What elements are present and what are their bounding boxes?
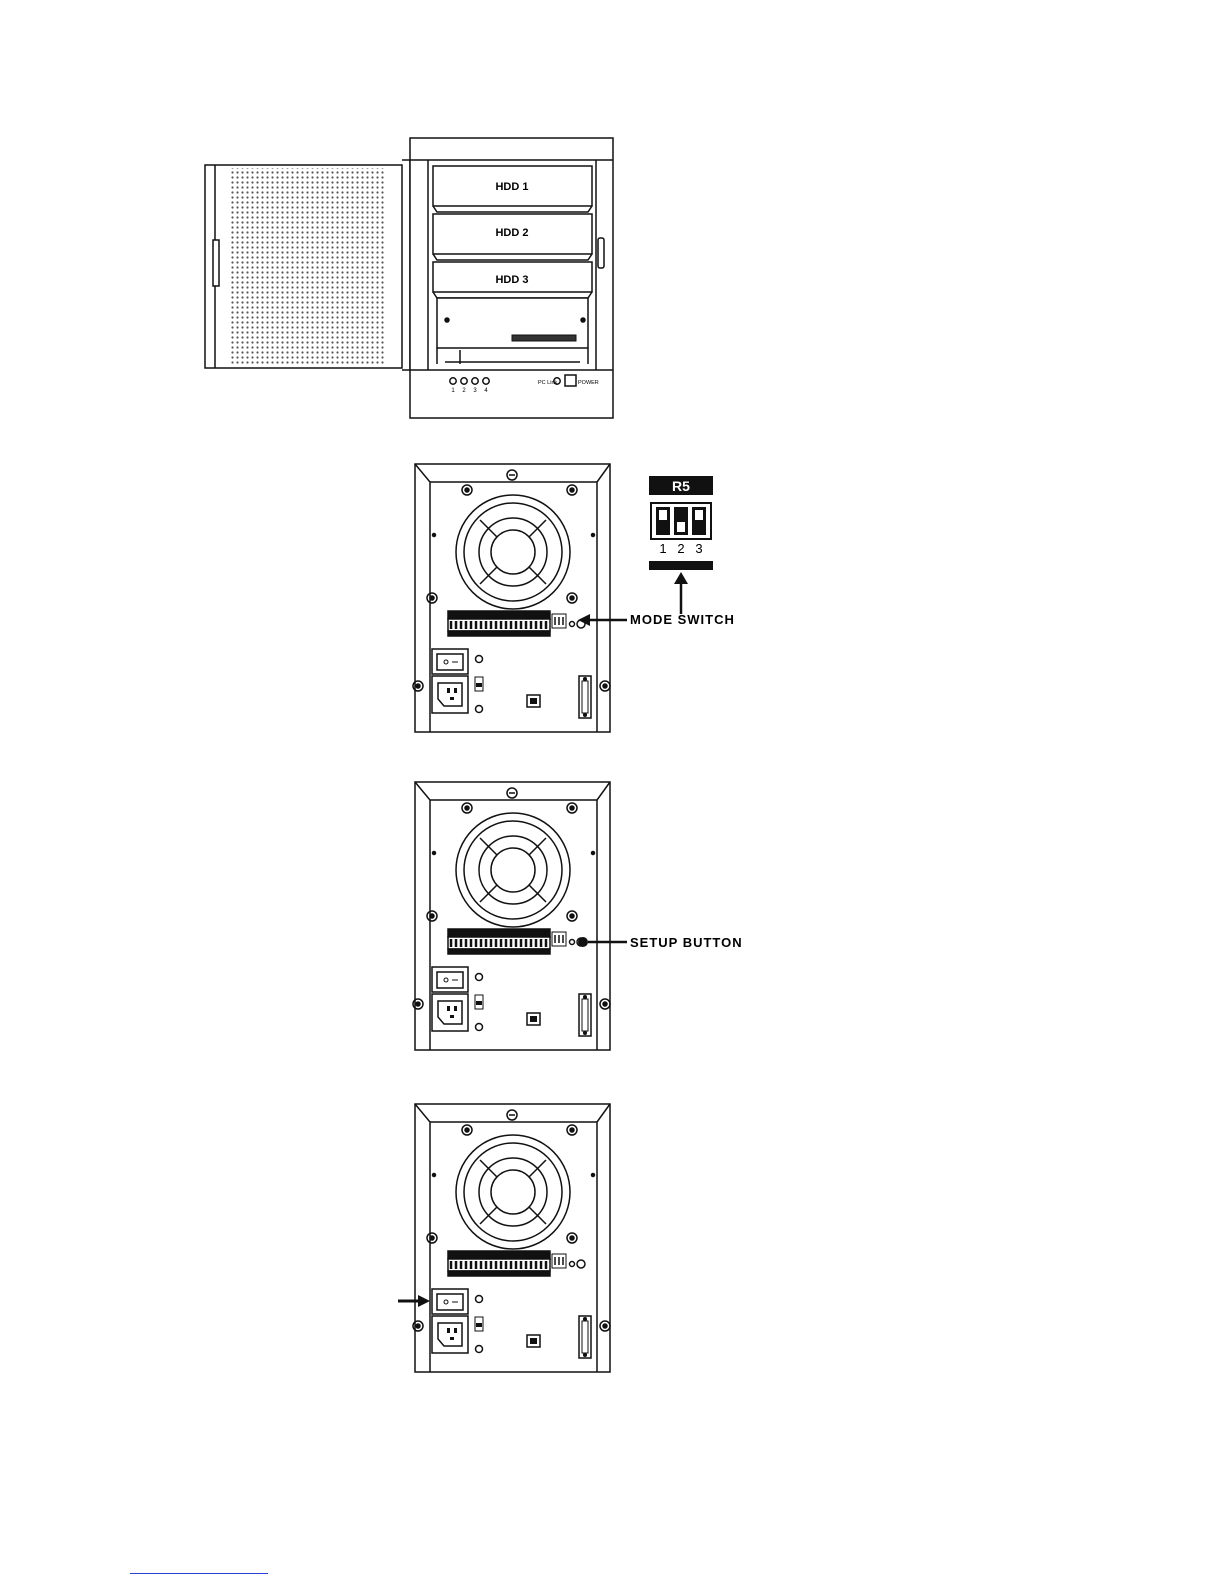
rear-panel-3 xyxy=(413,1104,610,1372)
pc-link-label: PC Link xyxy=(538,380,558,386)
hdd-3-label: HDD 3 xyxy=(495,274,529,286)
front-view xyxy=(205,138,613,418)
mode-switch-callout: MODE SWITCH xyxy=(630,612,735,627)
switch-base-bar xyxy=(649,561,713,570)
fan-grille xyxy=(456,495,570,609)
led-2 xyxy=(461,378,467,384)
power-button xyxy=(565,375,576,386)
footer-link-underline[interactable] xyxy=(130,1573,268,1574)
mode-switch-detail xyxy=(649,476,713,570)
led-number-3: 3 xyxy=(473,388,477,394)
setup-button-callout: SETUP BUTTON xyxy=(630,935,743,950)
sata-connector xyxy=(512,335,576,341)
rear-panel-1 xyxy=(413,464,610,732)
power-inlet xyxy=(432,676,468,713)
led-number-2: 2 xyxy=(462,388,466,394)
led-4 xyxy=(483,378,489,384)
power-switch xyxy=(432,649,468,674)
rear-panel-2 xyxy=(413,782,610,1050)
led-3 xyxy=(472,378,478,384)
hdd-2-label: HDD 2 xyxy=(495,227,529,239)
power-label: POWER xyxy=(578,380,599,386)
switch-position-2: 2 xyxy=(677,541,685,556)
switch-position-1: 1 xyxy=(659,541,667,556)
hdd-1-label: HDD 1 xyxy=(495,181,529,193)
r5-title: R5 xyxy=(672,478,690,494)
esata-port xyxy=(579,676,591,718)
front-door xyxy=(205,160,410,370)
terminal-strip xyxy=(448,611,550,636)
led-1 xyxy=(450,378,456,384)
led-number-4: 4 xyxy=(484,388,488,394)
switch-position-3: 3 xyxy=(695,541,703,556)
led-number-1: 1 xyxy=(451,388,455,394)
